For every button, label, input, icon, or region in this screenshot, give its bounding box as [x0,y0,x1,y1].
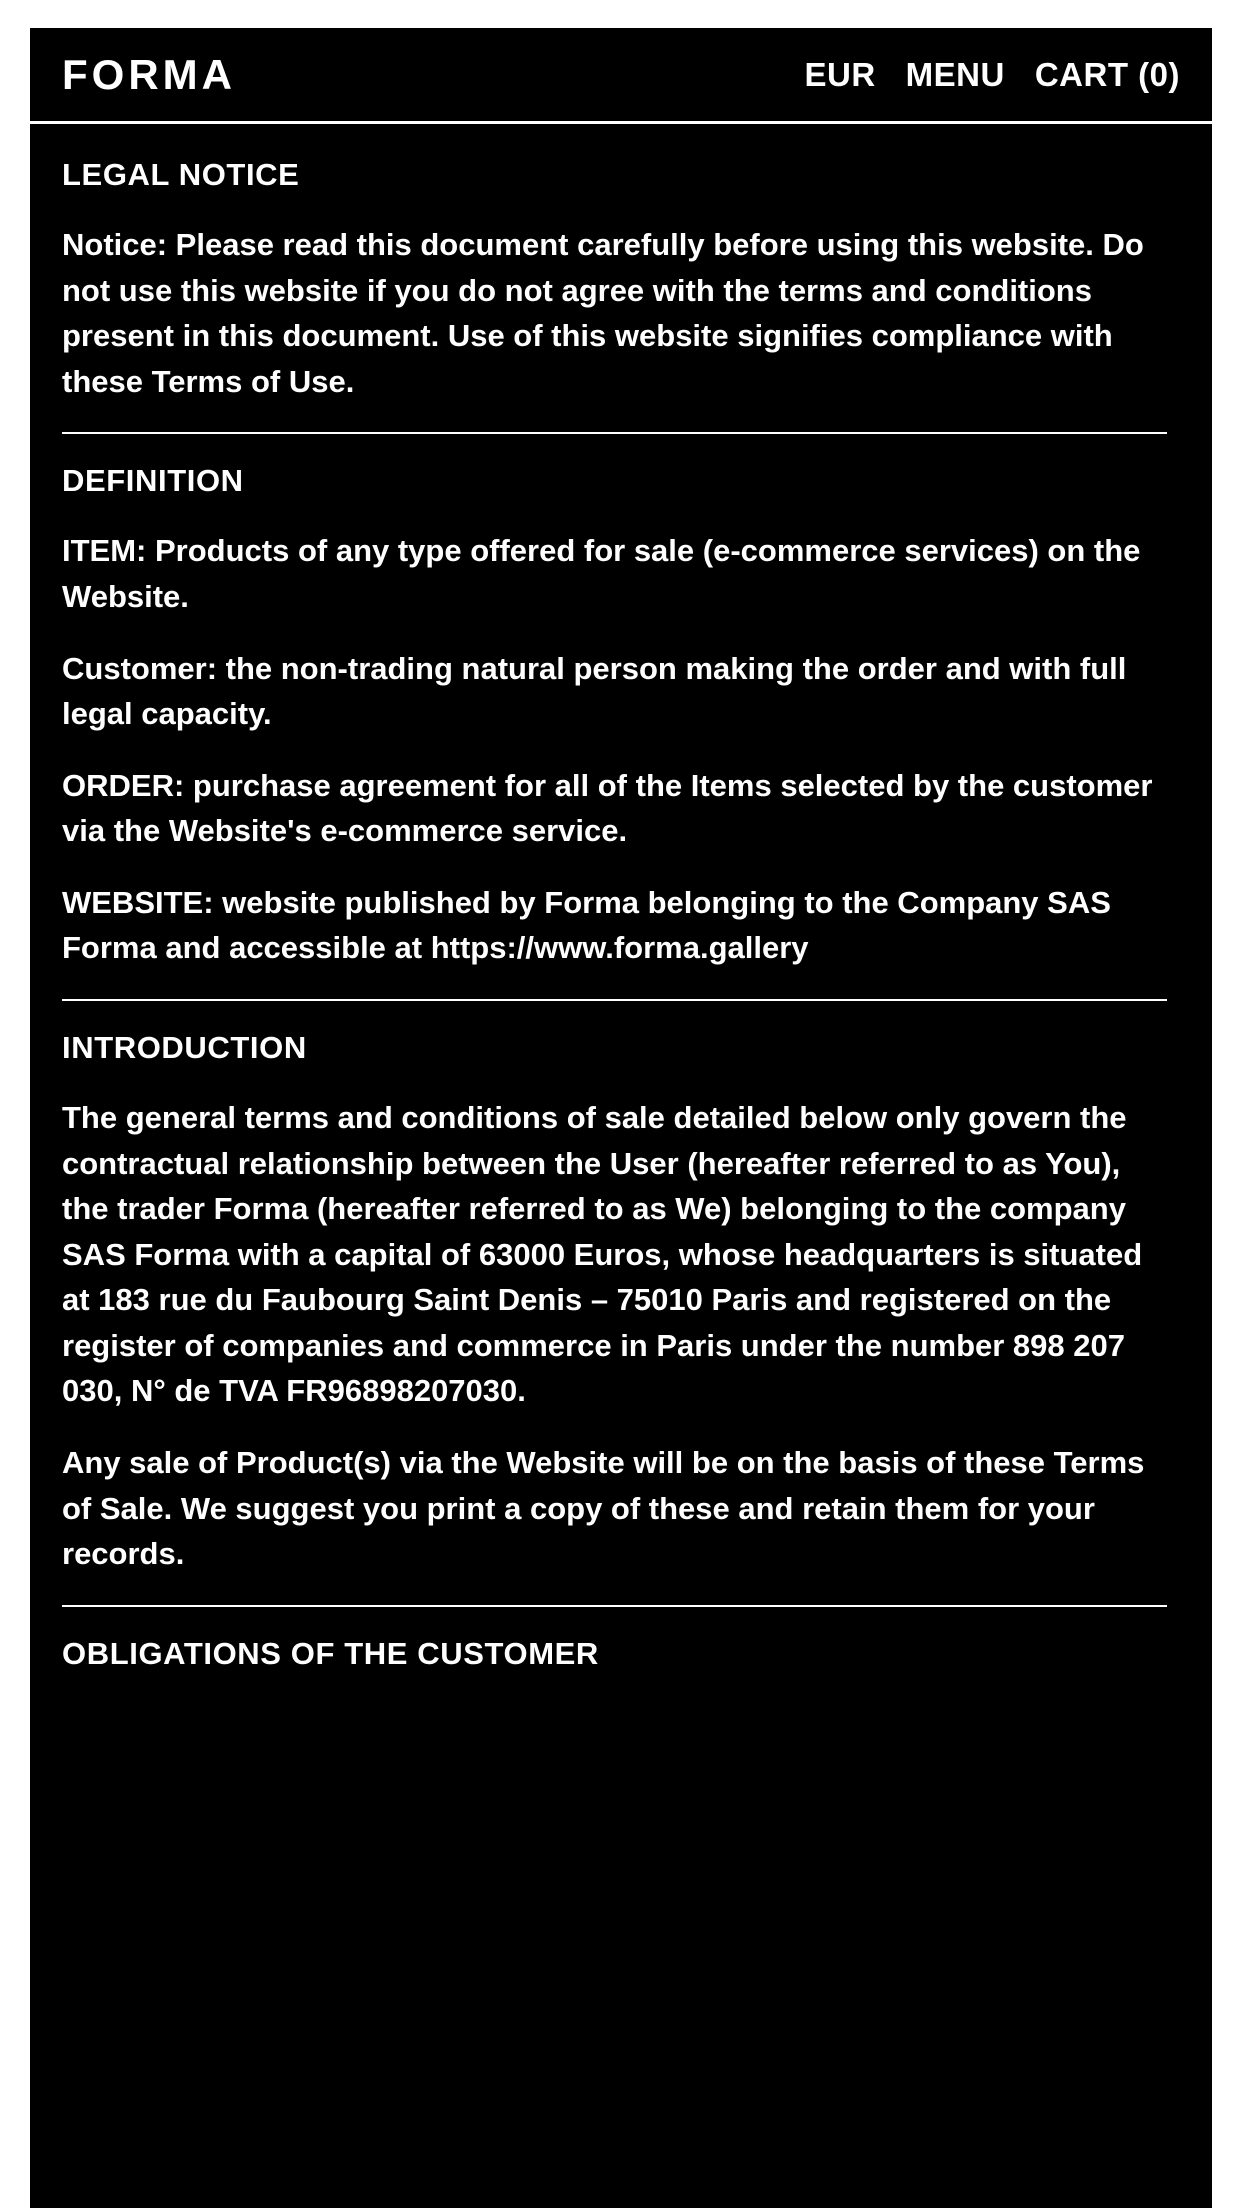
legal-content [30,124,1212,1671]
section-heading-introduction: INTRODUCTION [62,1029,307,1065]
page-title: LEGAL NOTICE [62,157,300,192]
section-definition [62,464,1180,971]
notice-paragraph: Notice: Please read this document carefully before using this website. Do not use this website if you do not agree with the terms and conditions present in this document. Use of this website signifies compliance with these Terms of Use. [62,227,1144,399]
definition-customer: Customer: the non-trading natural person making the order and with full legal capacity. [62,650,1127,732]
section-introduction [62,1031,1180,1577]
menu-button[interactable]: MENU [905,55,1005,93]
section-heading-obligations: OBLIGATIONS OF THE CUSTOMER [62,1635,599,1671]
definition-order: ORDER: purchase agreement for all of the Items selected by the customer via the Website's e-commerce service. [62,767,1153,849]
divider [62,432,1167,434]
introduction-paragraph-2: Any sale of Product(s) via the Website will be on the basis of these Terms of Sale. We suggest you print a copy of these and retain them for your records. [62,1444,1145,1572]
cart-button[interactable]: CART (0) [1034,55,1180,93]
site-header [30,28,1212,124]
section-heading-definition: DEFINITION [62,463,244,499]
section-obligations [62,1637,1180,1671]
currency-selector[interactable]: EUR [804,55,876,93]
divider [62,999,1167,1001]
brand-logo[interactable]: FORMA [62,50,236,98]
divider [62,1605,1167,1607]
definition-item: ITEM: Products of any type offered for sale (e-commerce services) on the Website. [62,533,1141,614]
introduction-paragraph-1: The general terms and conditions of sale detailed below only govern the contractual relationship between the User (hereafter referred to as You), the trader Forma (hereafter referred to as We) belonging to the company SAS Forma with a capital of 63000 Euros, whose headquarters is situated at 183 rue du Faubourg Saint Denis – 75010 Paris and registered on the register of companies and commerce in Paris under the number 898 207 030, N° de TVA FR96898207030. [62,1100,1143,1409]
header-nav [804,56,1180,94]
definition-website: WEBSITE: website published by Forma belonging to the Company SAS Forma and accessible at https://www.forma.gallery [62,884,1111,966]
site-frame [30,28,1212,2208]
